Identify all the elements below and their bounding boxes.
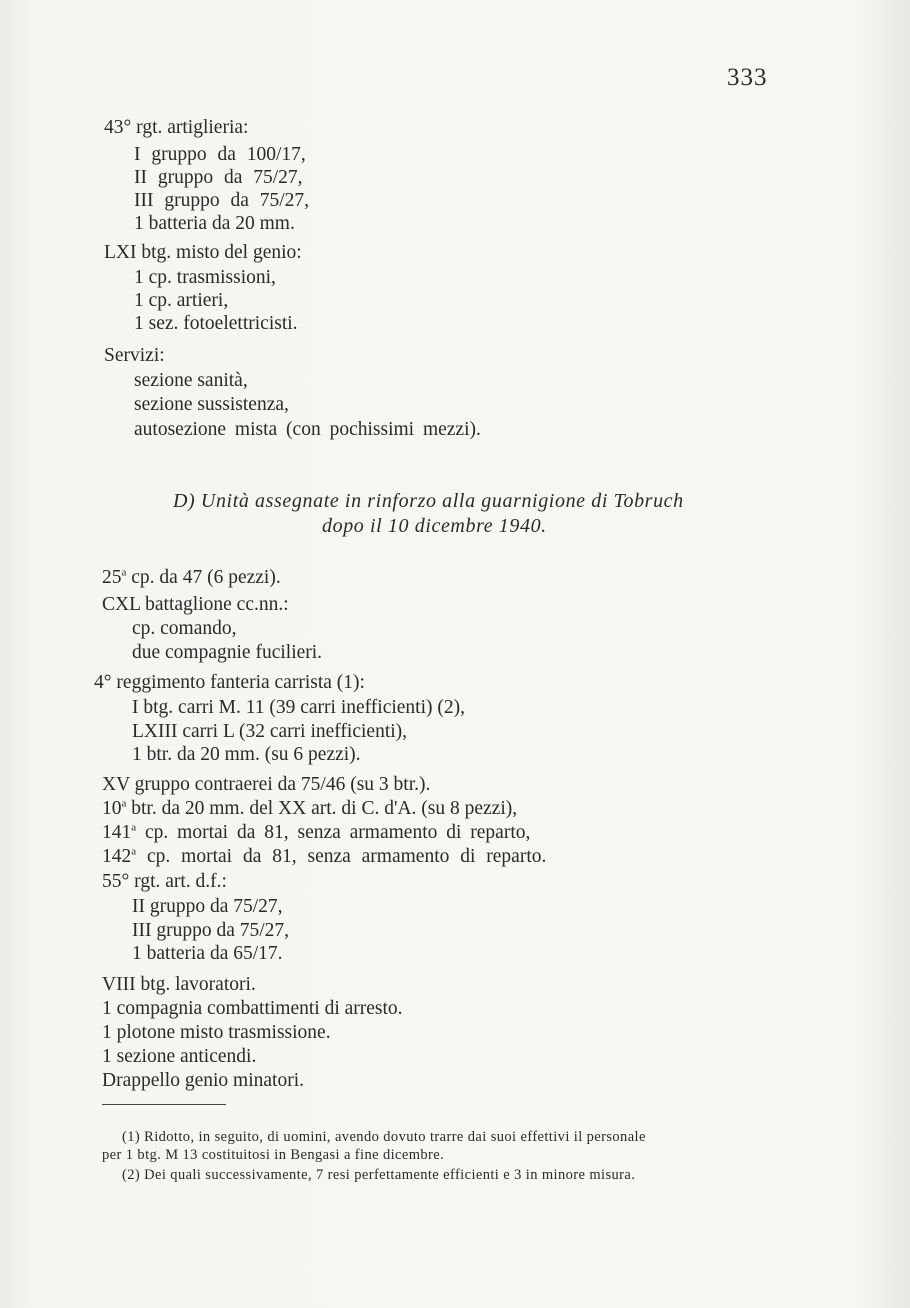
unit-subline: due compagnie fucilieri. — [132, 642, 323, 663]
unit-line: XV gruppo contraerei da 75/46 (su 3 btr.). — [102, 774, 431, 795]
unit-subline: I btg. carri M. 11 (39 carri inefficienti) (2), — [132, 697, 465, 718]
unit-line: 1 sezione anticendi. — [102, 1046, 257, 1067]
footnote-1-continued: per 1 btg. M 13 costituitosi in Bengasi a fine dicembre. — [102, 1147, 445, 1163]
unit-line: 55° rgt. art. d.f.: — [102, 871, 227, 892]
unit-line: VIII btg. lavoratori. — [102, 974, 256, 995]
artillery-item: II gruppo da 75/27, — [134, 167, 303, 188]
page-number: 333 — [727, 64, 768, 91]
genio-item: 1 cp. trasmissioni, — [134, 267, 276, 288]
unit-subline: cp. comando, — [132, 618, 237, 639]
footnote-1: (1) Ridotto, in seguito, di uomini, avendo dovuto trarre dai suoi effettivi il personale — [122, 1129, 646, 1145]
unit-line: 25$^a$ cp. da 47 (6 pezzi). — [102, 566, 281, 588]
artillery-item: 1 batteria da 20 mm. — [134, 213, 295, 234]
unit-line: 4° reggimento fanteria carrista (1): — [94, 672, 365, 693]
unit-subline: III gruppo da 75/27, — [132, 920, 290, 941]
unit-subline: 1 btr. da 20 mm. (su 6 pezzi). — [132, 744, 361, 765]
genio-item: 1 sez. fotoelettricisti. — [134, 313, 298, 334]
genio-item: 1 cp. artieri, — [134, 290, 229, 311]
unit-line: 10$^a$ btr. da 20 mm. del XX art. di C. d'A. (su 8 pezzi), — [102, 797, 518, 819]
footnote-2: (2) Dei quali successivamente, 7 resi perfettamente efficienti e 3 in minore misura. — [122, 1167, 636, 1183]
footnote-separator — [102, 1104, 226, 1105]
unit-line: 1 compagnia combattimenti di arresto. — [102, 998, 403, 1019]
section-d-heading-line1: D) Unità assegnate in rinforzo alla guarnigione di Tobruch — [173, 490, 684, 512]
servizi-title: Servizi: — [104, 345, 165, 366]
servizi-item: sezione sussistenza, — [134, 394, 289, 415]
servizi-item: autosezione mista (con pochissimi mezzi). — [134, 419, 481, 440]
artillery-item: I gruppo da 100/17, — [134, 144, 306, 165]
unit-subline: LXIII carri L (32 carri inefficienti), — [132, 721, 408, 742]
unit-line: 141$^a$ cp. mortai da 81, senza armamento di reparto, — [102, 821, 531, 843]
genio-title: LXI btg. misto del genio: — [104, 242, 302, 263]
section-d-heading-line2: dopo il 10 dicembre 1940. — [322, 515, 547, 537]
servizi-item: sezione sanità, — [134, 370, 248, 391]
artillery-title: 43° rgt. artiglieria: — [104, 117, 249, 138]
unit-line: 1 plotone misto trasmissione. — [102, 1022, 331, 1043]
unit-subline: 1 batteria da 65/17. — [132, 943, 283, 964]
unit-subline: II gruppo da 75/27, — [132, 896, 283, 917]
artillery-item: III gruppo da 75/27, — [134, 190, 310, 211]
unit-line: CXL battaglione cc.nn.: — [102, 594, 289, 615]
unit-line: 142$^a$ cp. mortai da 81, senza armamento di reparto. — [102, 845, 547, 867]
unit-line: Drappello genio minatori. — [102, 1070, 304, 1091]
